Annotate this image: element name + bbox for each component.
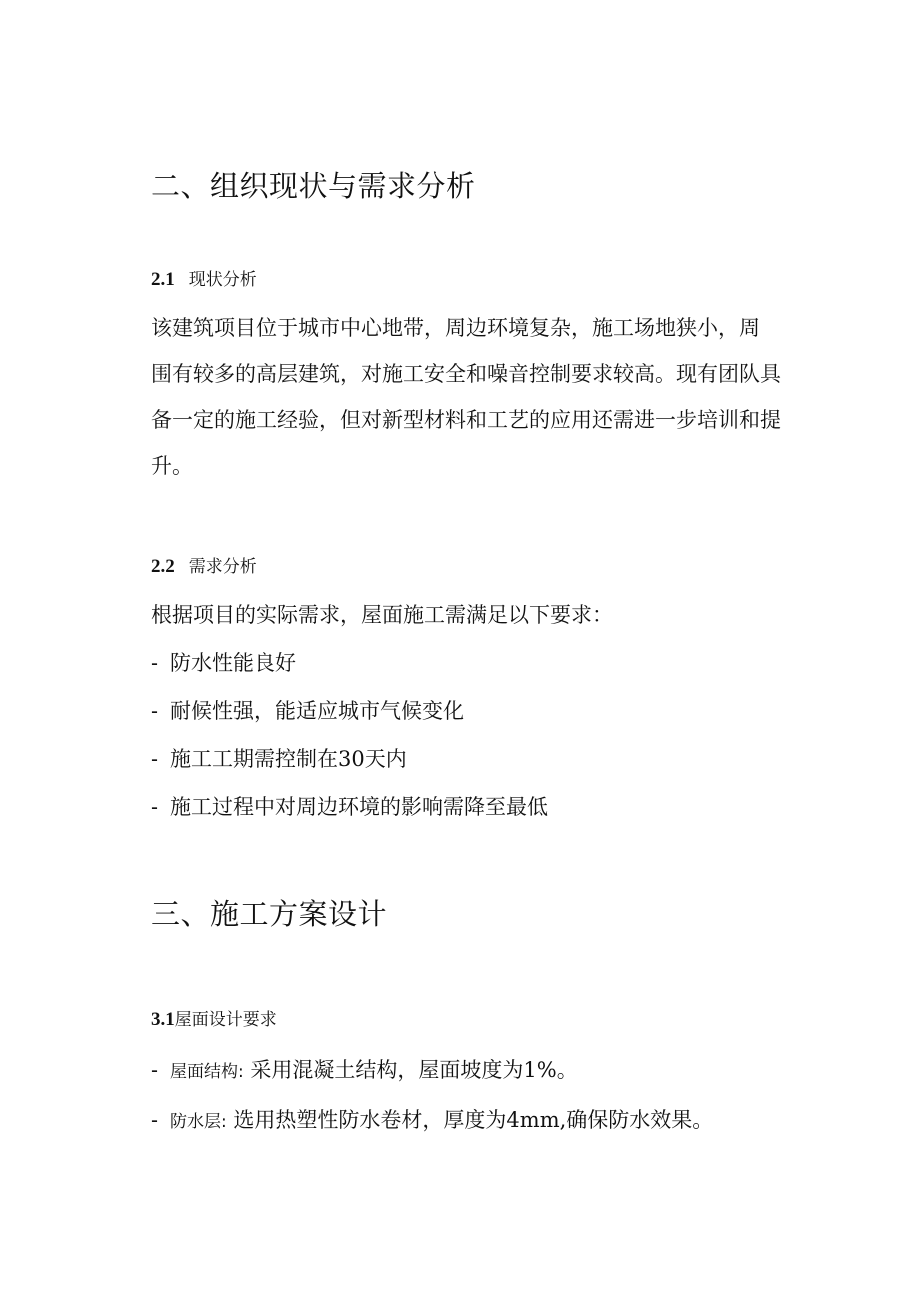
list-item xyxy=(151,744,407,775)
paragraph-line-3: 备一定的施工经验，但对新型材料和工艺的应用还需进一步培训和提 xyxy=(151,408,781,432)
subsection-3-1-label: 屋面设计要求 xyxy=(174,1010,277,1030)
list-dash: - xyxy=(151,748,158,771)
subsection-2-1-paragraph xyxy=(151,305,811,489)
design-item-value: 采用混凝土结构，屋面坡度为1%。 xyxy=(250,1058,578,1082)
list-item-text: 施工工期需控制在30天内 xyxy=(170,747,407,771)
paragraph-line-4: 升。 xyxy=(151,454,193,478)
design-item-key: 防水层 xyxy=(170,1112,221,1132)
paragraph-line-1: 该建筑项目位于城市中心地带，周边环境复杂，施工场地狭小，周 xyxy=(151,316,760,340)
design-item-value: 选用热塑性防水卷材，厚度为4mm,确保防水效果。 xyxy=(233,1108,714,1132)
subsection-2-2-heading xyxy=(151,555,257,579)
subsection-2-1-label: 现状分析 xyxy=(188,270,257,290)
section-3-heading: 三、施工方案设计 xyxy=(151,897,388,931)
list-item-text: 施工过程中对周边环境的影响需降至最低 xyxy=(170,795,548,819)
list-item xyxy=(151,648,296,679)
requirements-intro: 根据项目的实际需求，屋面施工需满足以下要求： xyxy=(151,603,613,627)
list-dash: - xyxy=(151,1109,158,1132)
subsection-3-1-heading xyxy=(151,1008,277,1032)
subsection-2-2-number: 2.2 xyxy=(151,556,175,577)
subsection-2-1-heading xyxy=(151,268,257,292)
design-item-key: 屋面结构 xyxy=(170,1062,238,1082)
design-item-separator: : xyxy=(221,1112,227,1132)
list-dash: - xyxy=(151,700,158,723)
list-item xyxy=(151,792,548,823)
list-dash: - xyxy=(151,796,158,819)
section-2-heading: 二、组织现状与需求分析 xyxy=(151,169,476,203)
list-item-text: 耐候性强，能适应城市气候变化 xyxy=(170,699,464,723)
paragraph-line-2: 围有较多的高层建筑，对施工安全和噪音控制要求较高。现有团队具 xyxy=(151,362,781,386)
design-item xyxy=(151,1105,713,1137)
list-dash: - xyxy=(151,652,158,675)
list-item-text: 防水性能良好 xyxy=(170,651,296,675)
list-item xyxy=(151,696,464,727)
design-item-separator: : xyxy=(238,1062,244,1082)
subsection-2-1-number: 2.1 xyxy=(151,269,175,290)
list-dash: - xyxy=(151,1059,158,1082)
subsection-3-1-number: 3.1 xyxy=(151,1009,175,1030)
design-item xyxy=(151,1055,578,1087)
subsection-2-2-label: 需求分析 xyxy=(188,557,257,577)
